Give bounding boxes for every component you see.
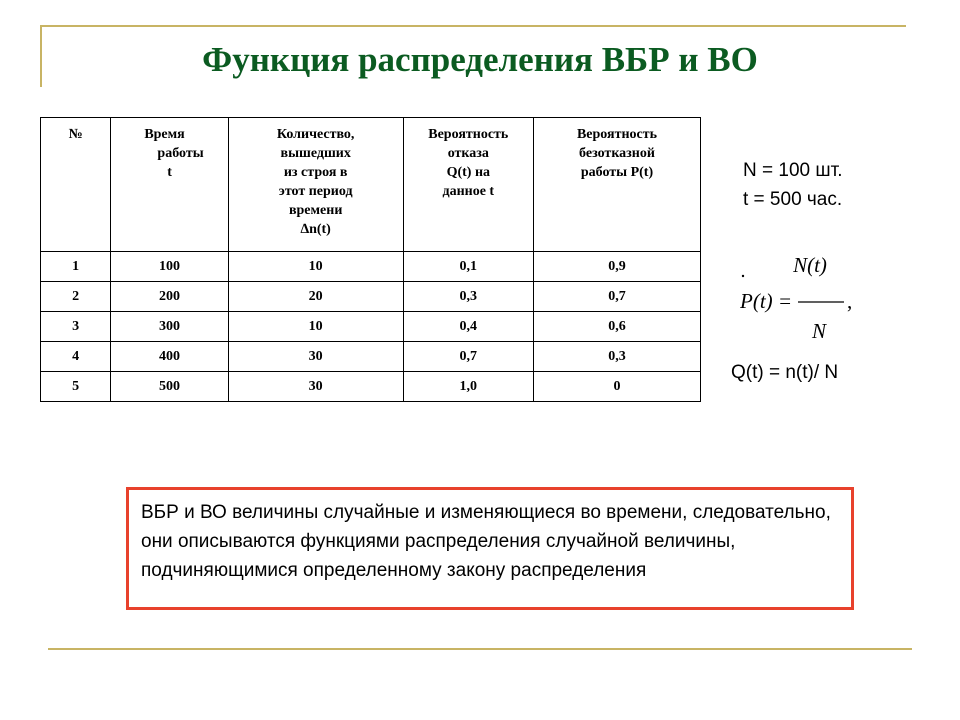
- header-line: Q(t) на: [446, 165, 491, 180]
- failure-formula: Q(t) = n(t)/ N: [731, 362, 839, 383]
- table-cell: 5: [41, 372, 111, 402]
- formula-numerator: N(t): [793, 253, 827, 277]
- table-cell: 500: [111, 372, 228, 402]
- table-cell: 200: [111, 282, 228, 312]
- header-line: данное t: [442, 184, 495, 199]
- formula-lhs: P(t) =: [740, 289, 793, 313]
- header-line: безотказной: [579, 146, 655, 161]
- table-cell: 0,3: [403, 282, 533, 312]
- table-cell: 30: [228, 372, 403, 402]
- formula-denominator: N: [811, 319, 827, 343]
- dot-accent: [742, 275, 744, 277]
- note-box: ВБР и ВО величины случайные и изменяющиеся во времени, следовательно, они описываются функциями распределения случайной величины, подчиняющимися определенному закону распределения: [126, 487, 854, 610]
- header-line: из строя в: [283, 165, 348, 180]
- param-t-value: t = 500 час.: [743, 189, 843, 210]
- header-line: работы: [157, 146, 204, 161]
- table-cell: 1,0: [403, 372, 533, 402]
- header-reliability-probability: [534, 118, 701, 252]
- header-time: [111, 118, 228, 252]
- header-number: [41, 118, 111, 252]
- table-cell: 0,7: [534, 282, 701, 312]
- table-row: [41, 342, 701, 372]
- frame-top-line: [40, 25, 906, 27]
- table-cell: 10: [228, 252, 403, 282]
- table-row: [41, 282, 701, 312]
- param-n-total: N = 100 шт.: [743, 160, 843, 181]
- table-cell: 0,9: [534, 252, 701, 282]
- header-line: t: [167, 165, 172, 180]
- table-cell: 4: [41, 342, 111, 372]
- table-cell: 10: [228, 312, 403, 342]
- header-line: отказа: [447, 146, 489, 161]
- header-line: Время: [144, 127, 185, 142]
- header-line: ∆n(t): [300, 222, 331, 237]
- header-line: вышедших: [280, 146, 351, 161]
- header-failure-probability: [403, 118, 533, 252]
- table-cell: 400: [111, 342, 228, 372]
- formula-comma: ,: [847, 289, 853, 313]
- table-cell: 0,1: [403, 252, 533, 282]
- table-header-row: [41, 118, 701, 252]
- frame-bottom-line: [48, 648, 912, 650]
- table-cell: 0,6: [534, 312, 701, 342]
- header-line: Количество,: [276, 127, 355, 142]
- table-row: [41, 312, 701, 342]
- header-count: [228, 118, 403, 252]
- table-cell: 300: [111, 312, 228, 342]
- table-cell: 0,3: [534, 342, 701, 372]
- table-cell: 3: [41, 312, 111, 342]
- table-cell: 30: [228, 342, 403, 372]
- failure-table: [40, 117, 701, 402]
- header-line: работы P(t): [580, 165, 654, 180]
- header-line: Вероятность: [576, 127, 658, 142]
- header-line: Вероятность: [428, 127, 509, 142]
- reliability-formula: [740, 250, 860, 345]
- table-cell: 0: [534, 372, 701, 402]
- table-cell: 2: [41, 282, 111, 312]
- header-line: этот период: [278, 184, 353, 199]
- header-line: времени: [288, 203, 343, 218]
- table-cell: 1: [41, 252, 111, 282]
- slide-title: Функция распределения ВБР и ВО: [202, 40, 758, 79]
- header-line: №: [68, 127, 83, 142]
- table-cell: 20: [228, 282, 403, 312]
- table-row: [41, 252, 701, 282]
- table-cell: 100: [111, 252, 228, 282]
- table-cell: 0,4: [403, 312, 533, 342]
- table-row: [41, 372, 701, 402]
- table-cell: 0,7: [403, 342, 533, 372]
